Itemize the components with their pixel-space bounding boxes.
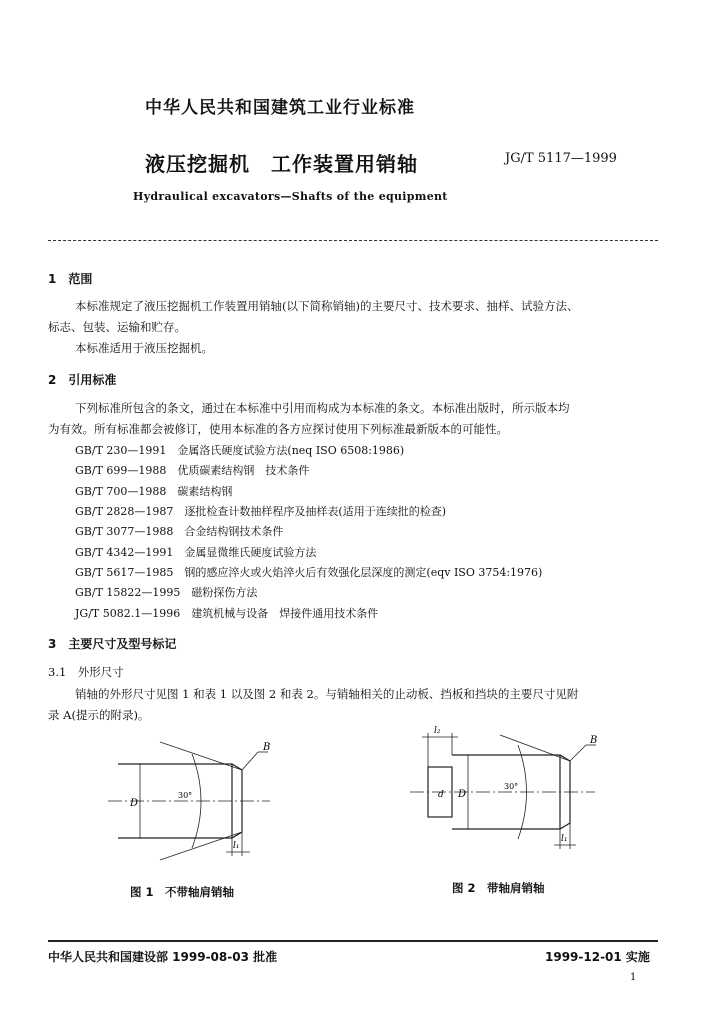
figure-2-drawing <box>400 725 610 865</box>
reference-item: GB/T 4342—1991 金属显微维氏硬度试验方法 <box>75 546 317 559</box>
figure-2-label-d: D <box>458 789 467 800</box>
header-divider <box>48 240 658 241</box>
figure-2-caption: 图 2 带轴肩销轴 <box>452 881 545 895</box>
figure-1-label-angle: 30° <box>178 791 193 800</box>
reference-item: GB/T 699—1988 优质碳素结构钢 技术条件 <box>75 464 310 477</box>
figure-1-caption: 图 1 不带轴肩销轴 <box>130 885 235 899</box>
section-2-para-line-1: 下列标准所包含的条文，通过在本标准中引用而构成为本标准的条文。本标准出版时，所示版本均 <box>75 401 570 415</box>
reference-item: GB/T 5617—1985 钢的感应淬火或火焰淬火后有效强化层深度的测定(eqv ISO 3754:1976) <box>75 566 543 579</box>
section-1-para-1-line-2: 标志、包装、运输和贮存。 <box>48 320 186 334</box>
section-1-para-1-line-1: 本标准规定了液压挖掘机工作装置用销轴(以下简称销轴)的主要尺寸、技术要求、抽样、试验方法、 <box>75 299 579 313</box>
figure-1-drawing <box>100 730 300 870</box>
section-1-para-2: 本标准适用于液压挖掘机。 <box>75 341 213 355</box>
document-title-cn: 液压挖掘机 工作装置用销轴 <box>145 152 418 176</box>
section-3-1-heading: 3.1 外形尺寸 <box>48 665 124 679</box>
reference-item: GB/T 700—1988 碳素结构钢 <box>75 485 233 498</box>
approval-note: 中华人民共和国建设部 1999-08-03 批准 <box>48 950 278 964</box>
figure-2-label-b: B <box>590 735 598 746</box>
figure-2-label-l1: l₁ <box>561 834 568 844</box>
implementation-date: 1999-12-01 实施 <box>545 950 650 964</box>
document-title-en: Hydraulical excavators—Shafts of the equipment <box>133 190 448 203</box>
figure-1-label-b: B <box>263 742 271 753</box>
reference-item: GB/T 15822—1995 磁粉探伤方法 <box>75 586 258 599</box>
figure-1-label-d: D <box>130 798 139 809</box>
standard-code: JG/T 5117—1999 <box>505 151 617 166</box>
reference-item: JG/T 5082.1—1996 建筑机械与设备 焊接件通用技术条件 <box>75 607 379 620</box>
footer-divider <box>48 940 658 942</box>
reference-item: GB/T 2828—1987 逐批检查计数抽样程序及抽样表(适用于连续批的检查) <box>75 505 446 518</box>
figure-1-label-l1: l₁ <box>233 841 240 851</box>
page-number: 1 <box>630 972 637 983</box>
section-1-heading: 1 范围 <box>48 272 93 286</box>
reference-item: GB/T 3077—1988 合金结构钢技术条件 <box>75 525 284 538</box>
figure-2-label-angle: 30° <box>504 782 519 791</box>
figure-2-label-d-small: d <box>438 790 444 800</box>
section-3-heading: 3 主要尺寸及型号标记 <box>48 637 177 651</box>
standard-category: 中华人民共和国建筑工业行业标准 <box>145 98 415 118</box>
section-3-1-para-line-1: 销轴的外形尺寸见图 1 和表 1 以及图 2 和表 2。与销轴相关的止动板、挡板和挡块的主要尺寸见附 <box>75 687 579 701</box>
section-3-1-para-line-2: 录 A(提示的附录)。 <box>48 708 150 722</box>
reference-item: GB/T 230—1991 金属洛氏硬度试验方法(neq ISO 6508:1986) <box>75 444 405 457</box>
section-2-para-line-2: 为有效。所有标准都会被修订，使用本标准的各方应探讨使用下列标准最新版本的可能性。 <box>48 422 508 436</box>
figure-2-label-l2: l₂ <box>434 726 441 736</box>
section-2-heading: 2 引用标准 <box>48 373 117 387</box>
